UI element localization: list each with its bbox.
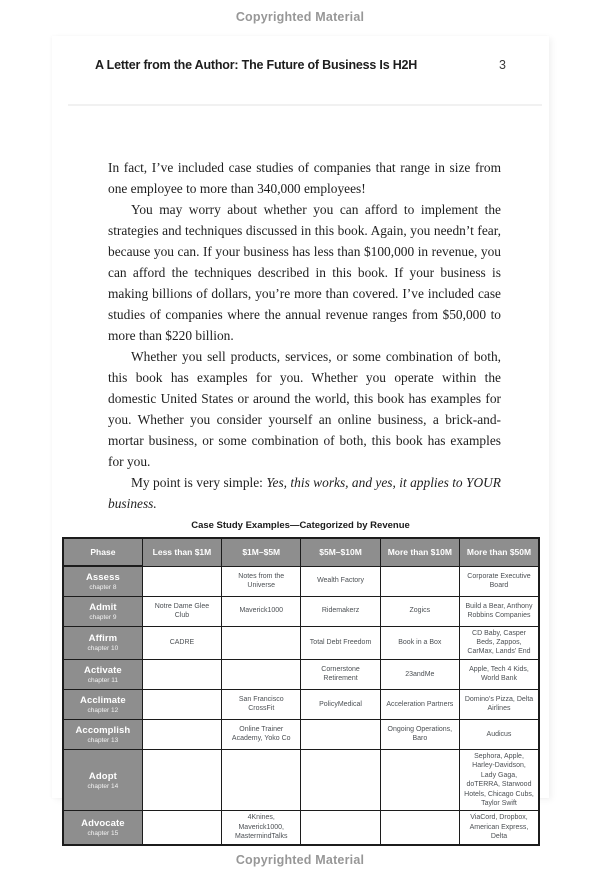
case-study-cell: Book in a Box: [380, 626, 459, 659]
case-study-cell: Zogics: [380, 596, 459, 626]
case-study-cell: Notes from the Universe: [222, 566, 301, 596]
case-study-cell: Notre Dame Glee Club: [142, 596, 221, 626]
table-row: [63, 689, 539, 719]
case-study-cell: Domino’s Pizza, Delta Airlines: [459, 689, 539, 719]
case-study-cell: Ridemakerz: [301, 596, 380, 626]
case-study-cell: Cornerstone Retirement: [301, 659, 380, 689]
case-study-cell: Wealth Factory: [301, 566, 380, 596]
case-study-cell: [380, 566, 459, 596]
case-study-cell: [380, 811, 459, 845]
case-study-cell: Total Debt Freedom: [301, 626, 380, 659]
case-study-cell: San Francisco CrossFit: [222, 689, 301, 719]
case-study-cell: [142, 719, 221, 749]
case-study-cell: CD Baby, Casper Beds, Zappos, CarMax, Lands’ End: [459, 626, 539, 659]
phase-name: Acclimate: [80, 694, 126, 706]
phase-name: Affirm: [88, 633, 118, 645]
case-study-cell: [142, 811, 221, 845]
phase-cell: [63, 719, 142, 749]
running-header: A Letter from the Author: The Future of Business Is H2H: [95, 58, 418, 72]
phase-name: Adopt: [88, 770, 117, 782]
case-study-cell: PolicyMedical: [301, 689, 380, 719]
case-study-cell: [301, 719, 380, 749]
case-study-cell: Online Trainer Academy, Yoko Co: [222, 719, 301, 749]
copyright-notice-bottom: Copyrighted Material: [235, 853, 365, 867]
phase-chapter: chapter 15: [87, 830, 119, 838]
paragraph-2: You may worry about whether you can afford to implement the strategies and techniques discussed in this book. Again, you needn’t fear, because you can. If your business has less than $100,000 in revenue, you can afford the techniques described in this book. If your business is making billions of dollars, you’re more than covered. I’ve included case studies of companies where the annual revenue ranges from $50,000 to more than $220 billion.: [108, 202, 501, 343]
book-page: [52, 36, 549, 841]
paragraph-4: [108, 472, 501, 514]
case-study-cell: Apple, Tech 4 Kids, World Bank: [459, 659, 539, 689]
case-study-cell: Sephora, Apple, Harley-Davidson, Lady Gaga, doTERRA, Starwood Hotels, Chicago Cubs, Taylor Swift: [459, 749, 539, 811]
paragraph-4-emphasis: Yes, this works, and yes, it applies to YOUR business.: [108, 475, 501, 511]
table-row: [63, 659, 539, 689]
case-study-cell: [301, 811, 380, 845]
header-divider: [68, 104, 542, 106]
table-row: [63, 566, 539, 596]
phase-chapter: chapter 9: [89, 613, 117, 621]
case-study-cell: [222, 659, 301, 689]
column-header-5m-10m: $5M–$10M: [301, 538, 380, 566]
paragraph-4-lead: My point is very simple:: [131, 475, 267, 490]
case-study-cell: Acceleration Partners: [380, 689, 459, 719]
table-row: [63, 719, 539, 749]
case-study-cell: [142, 659, 221, 689]
column-header-phase: Phase: [63, 538, 142, 566]
case-study-cell: [142, 566, 221, 596]
case-study-cell: [142, 749, 221, 811]
phase-name: Admit: [89, 601, 117, 613]
case-study-cell: [380, 749, 459, 811]
case-study-cell: [222, 626, 301, 659]
table-row: [63, 811, 539, 845]
paragraph-1: In fact, I’ve included case studies of companies that range in size from one employee to more than 340,000 employees!: [108, 160, 501, 196]
phase-chapter: chapter 12: [87, 706, 119, 714]
column-header-more-than-50m: More than $50M: [459, 538, 539, 566]
case-study-cell: 23andMe: [380, 659, 459, 689]
paragraph-3: Whether you sell products, services, or some combination of both, this book has examples for you. Whether you operate within the domestic United States or around the world, this book has examples for you. Whether you consider yourself an online business, a brick-and-mortar business, or some combination of both, this book has examples for you.: [108, 349, 501, 469]
phase-name: Advocate: [81, 818, 125, 830]
case-study-cell: 4Knines, Maverick1000, MastermindTalks: [222, 811, 301, 845]
phase-cell: [63, 596, 142, 626]
table-title: Case Study Examples—Categorized by Revenue: [191, 520, 410, 531]
phase-cell: [63, 659, 142, 689]
body-text-block: [108, 157, 501, 514]
case-study-cell: [301, 749, 380, 811]
case-study-cell: [142, 689, 221, 719]
phase-cell: [63, 566, 142, 596]
copyright-notice-top: Copyrighted Material: [235, 10, 365, 24]
phase-chapter: chapter 8: [89, 583, 117, 591]
phase-cell: [63, 749, 142, 811]
table-row: [63, 626, 539, 659]
case-study-cell: Audicus: [459, 719, 539, 749]
column-header-more-than-10m: More than $10M: [380, 538, 459, 566]
case-study-cell: ViaCord, Dropbox, American Express, Delta: [459, 811, 539, 845]
phase-cell: [63, 689, 142, 719]
case-study-cell: Ongoing Operations, Baro: [380, 719, 459, 749]
case-study-table-body: [63, 566, 539, 845]
phase-name: Assess: [85, 571, 120, 583]
case-study-cell: Build a Bear, Anthony Robbins Companies: [459, 596, 539, 626]
table-row: [63, 596, 539, 626]
case-study-cell: Maverick1000: [222, 596, 301, 626]
phase-name: Accomplish: [75, 724, 131, 736]
phase-chapter: chapter 10: [87, 645, 119, 653]
table-header-row: [63, 538, 539, 566]
case-study-table: [62, 537, 540, 846]
case-study-cell: [222, 749, 301, 811]
phase-chapter: chapter 13: [87, 736, 119, 744]
case-study-cell: Corporate Executive Board: [459, 566, 539, 596]
table-row: [63, 749, 539, 811]
phase-cell: [63, 626, 142, 659]
phase-chapter: chapter 14: [87, 782, 119, 790]
phase-name: Activate: [84, 664, 122, 676]
phase-cell: [63, 811, 142, 845]
column-header-1m-5m: $1M–$5M: [222, 538, 301, 566]
case-study-cell: CADRE: [142, 626, 221, 659]
phase-chapter: chapter 11: [87, 676, 119, 684]
column-header-less-than-1m: Less than $1M: [142, 538, 221, 566]
page-number: 3: [499, 58, 506, 72]
